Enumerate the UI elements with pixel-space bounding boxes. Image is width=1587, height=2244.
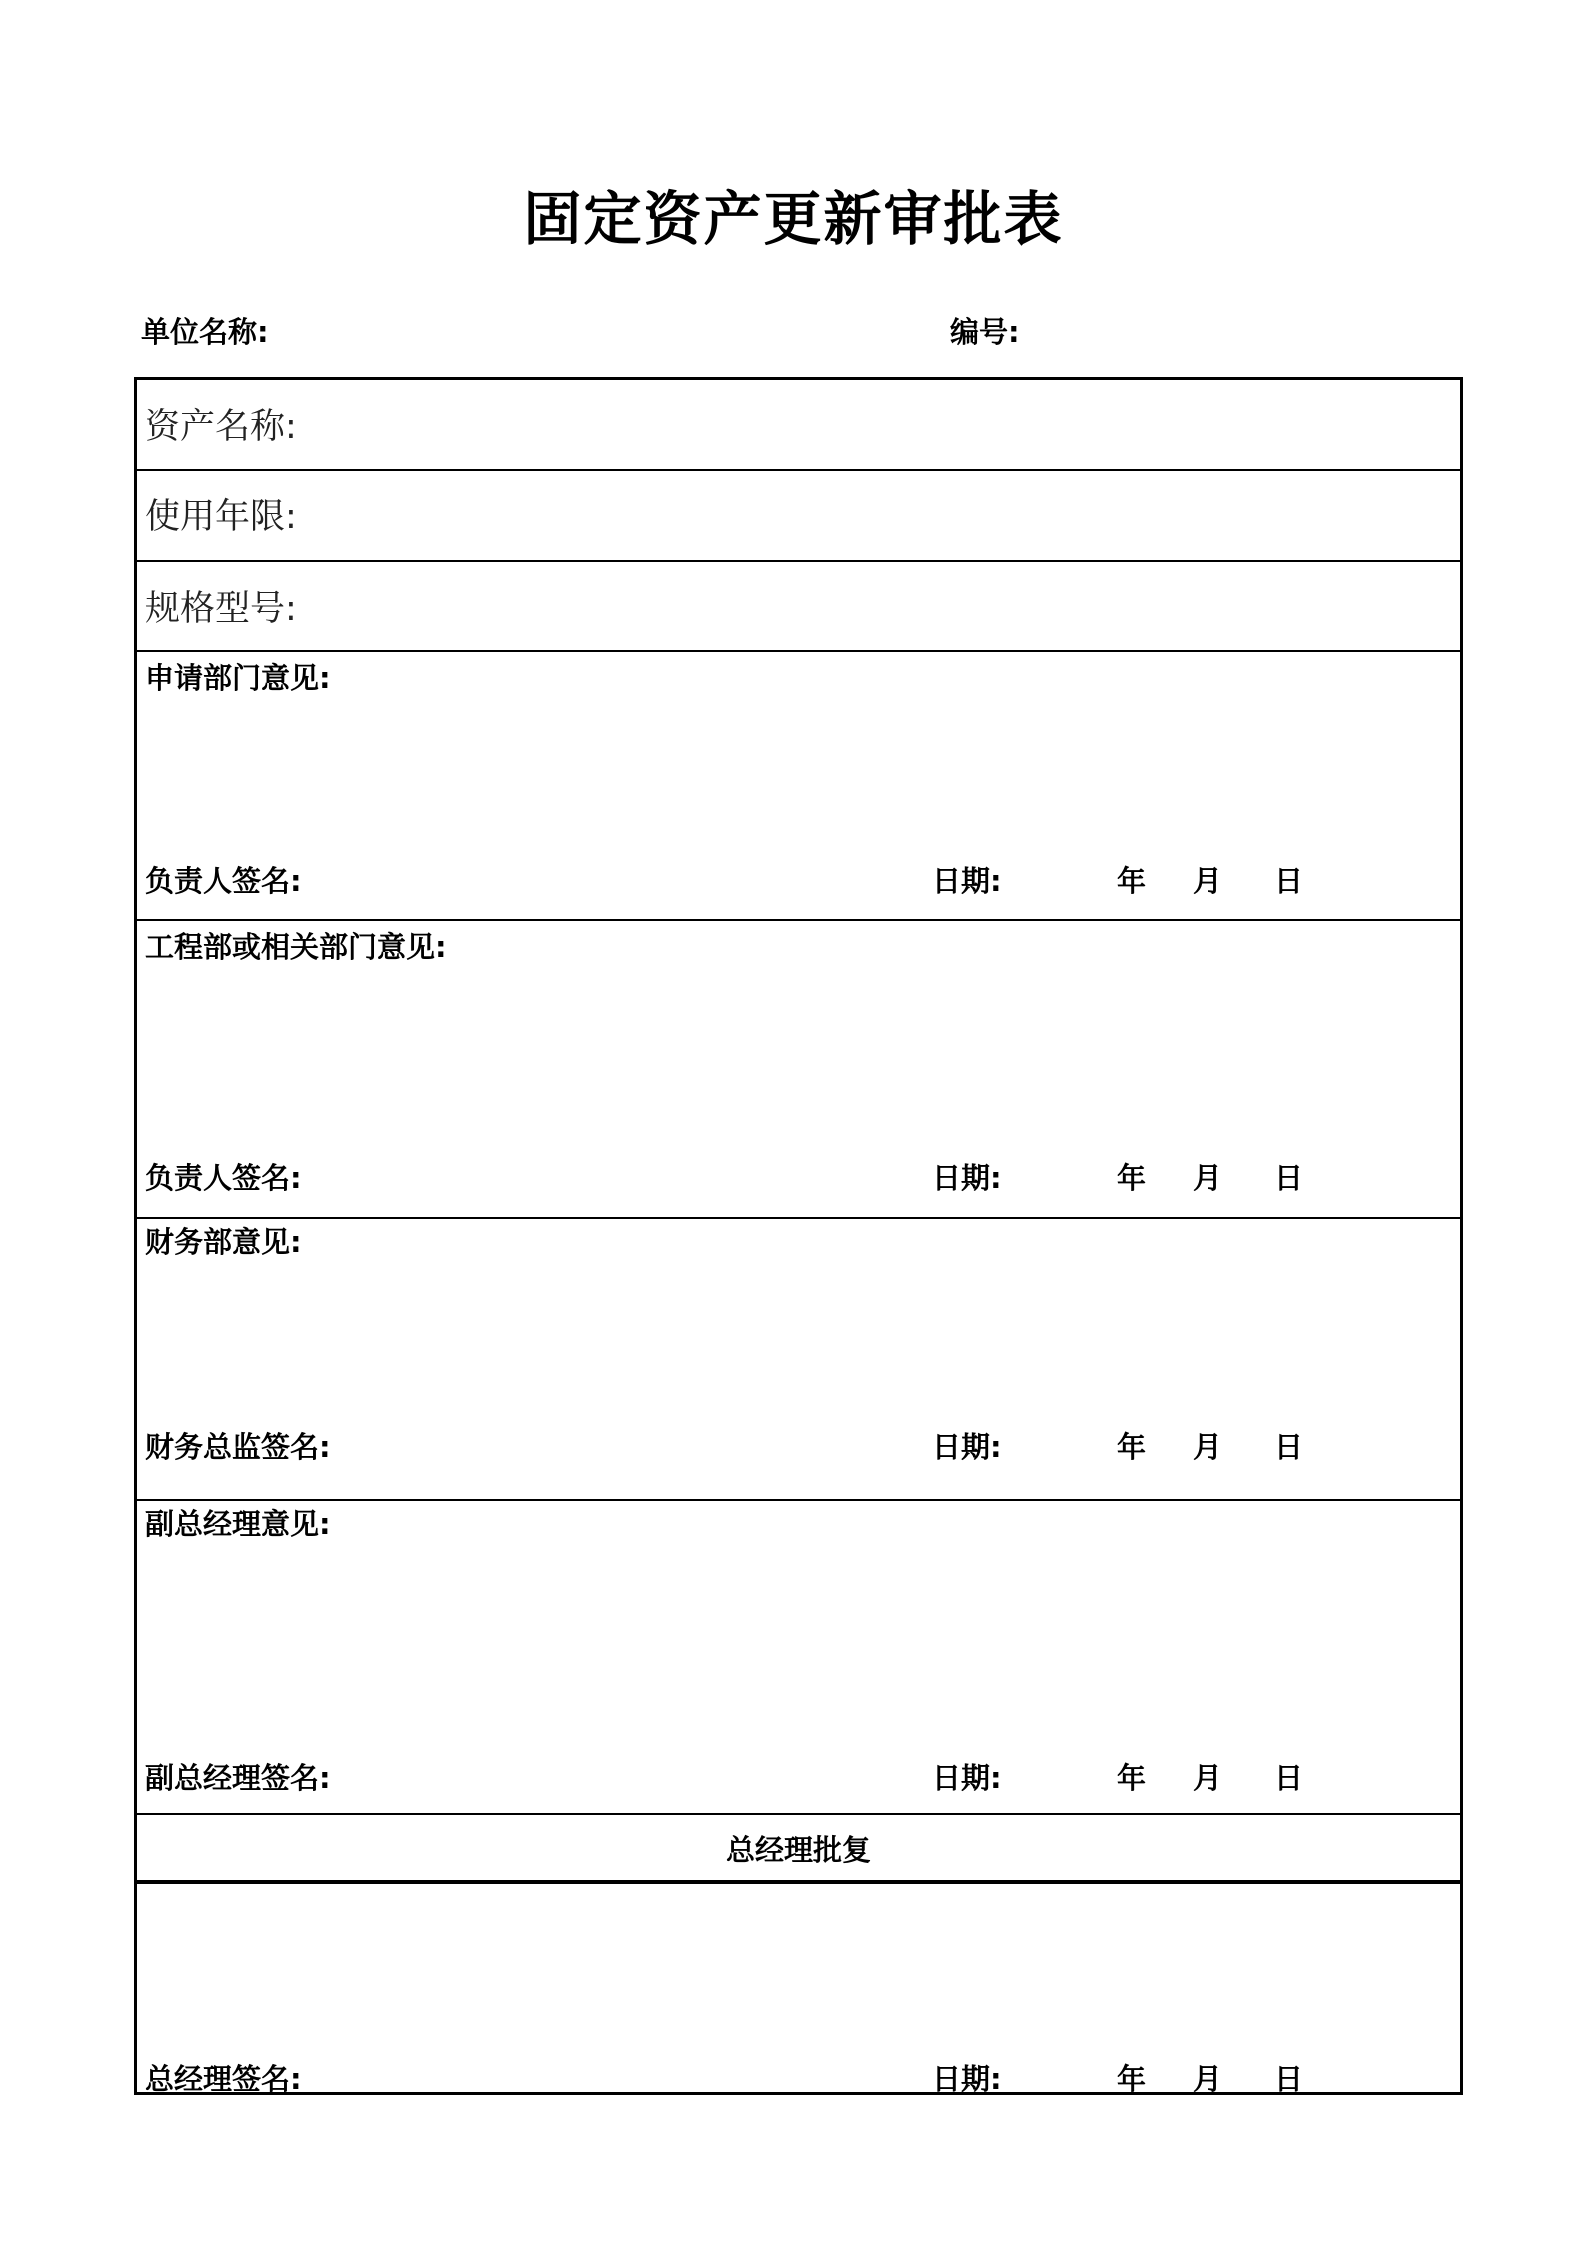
month-label: 月 [1193,2062,1223,2096]
row-divider [137,560,1460,562]
date-label: 日期: [932,1761,1002,1795]
year-label: 年 [1117,864,1147,898]
year-label: 年 [1117,1430,1147,1464]
approval-form-table [134,377,1463,2095]
unit-name-label: 单位名称: [141,315,269,349]
month-label: 月 [1193,864,1223,898]
date-label: 日期: [932,1161,1002,1195]
deputy-gm-signature[interactable]: 副总经理签名: [145,1761,331,1795]
year-label: 年 [1117,2062,1147,2096]
year-label: 年 [1117,1761,1147,1795]
gm-approval-heading: 总经理批复 [725,1833,871,1867]
row-divider [137,650,1460,652]
row-divider [137,1499,1460,1501]
day-label: 日 [1274,864,1304,898]
model-spec-field[interactable]: 规格型号: [145,589,297,629]
row-divider [137,1217,1460,1219]
engineering-signature[interactable]: 负责人签名: [145,1161,302,1195]
engineering-dept-opinion[interactable]: 工程部或相关部门意见: [145,930,447,964]
date-label: 日期: [932,1430,1002,1464]
asset-name-field[interactable]: 资产名称: [145,407,297,447]
date-label: 日期: [932,2062,1002,2096]
row-divider [137,1880,1460,1884]
date-label: 日期: [932,864,1002,898]
month-label: 月 [1193,1761,1223,1795]
day-label: 日 [1274,2062,1304,2096]
page-title: 固定资产更新审批表 [523,185,1064,253]
gm-signature[interactable]: 总经理签名: [145,2062,302,2096]
day-label: 日 [1274,1430,1304,1464]
deputy-gm-opinion[interactable]: 副总经理意见: [145,1507,331,1541]
row-divider [137,919,1460,921]
day-label: 日 [1274,1161,1304,1195]
row-divider [137,1813,1460,1815]
month-label: 月 [1193,1161,1223,1195]
service-life-field[interactable]: 使用年限: [145,497,297,537]
year-label: 年 [1117,1161,1147,1195]
finance-dept-opinion[interactable]: 财务部意见: [145,1225,302,1259]
applicant-signature[interactable]: 负责人签名: [145,864,302,898]
row-divider [137,469,1460,471]
applicant-dept-opinion[interactable]: 申请部门意见: [145,661,331,695]
cfo-signature[interactable]: 财务总监签名: [145,1430,331,1464]
number-label: 编号: [950,315,1020,349]
month-label: 月 [1193,1430,1223,1464]
day-label: 日 [1274,1761,1304,1795]
